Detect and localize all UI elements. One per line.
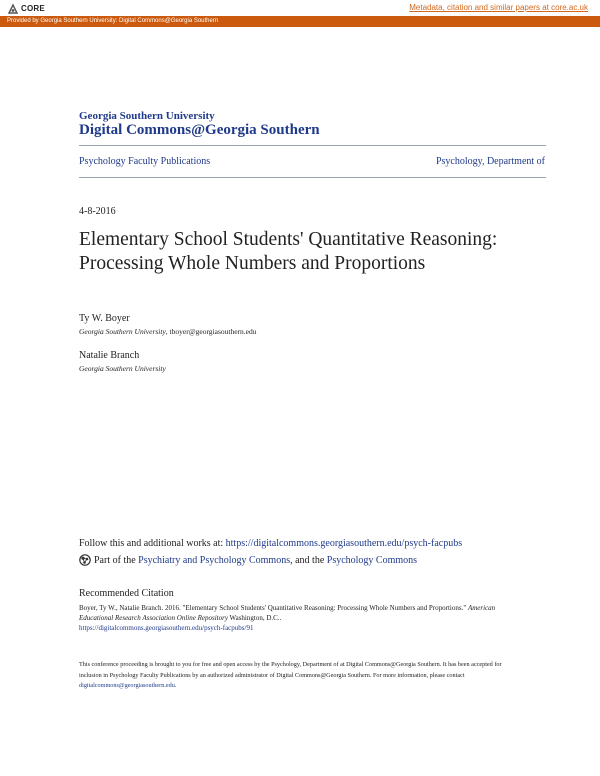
- repository-name[interactable]: Digital Commons@Georgia Southern: [79, 122, 320, 138]
- access-notice: [79, 660, 524, 692]
- notice-end: .: [174, 682, 177, 689]
- contact-email-link[interactable]: digitalcommons@georgiasouthern.edu: [79, 682, 175, 689]
- follow-prefix: Follow this and additional works at:: [79, 538, 226, 549]
- citation-part1: Boyer, Ty W., Natalie Branch. 2016. "Elementary School Students' Quantitative Reasoning: Processing Whole Numbers and Proportions.": [79, 604, 468, 612]
- paper-title: Elementary School Students' Quantitative Reasoning: Processing Whole Numbers and Proportions: [79, 229, 498, 274]
- citation-part2: Washington, D.C..: [227, 614, 282, 622]
- author-name: Ty W. Boyer: [79, 313, 130, 324]
- psychiatry-psychology-commons-link[interactable]: Psychiatry and Psychology Commons: [138, 554, 291, 566]
- core-label: CORE: [21, 4, 45, 13]
- part-of-prefix: Part of the: [94, 554, 139, 566]
- psychology-commons-link[interactable]: Psychology Commons: [326, 554, 418, 566]
- divider-top: [79, 145, 546, 146]
- follow-line: [79, 538, 462, 549]
- top-bar: [0, 0, 600, 16]
- recommended-citation-heading: Recommended Citation: [79, 588, 174, 599]
- notice-text: This conference proceeding is brought to you for free and open access by the Psychology, Department of at Digital Commons@Georgia Southern. It has been accepted for inclusion in Psychology Faculty Publications by an authorized administrator of Digital Commons@Georgia Southern. For more information, please contact: [79, 661, 502, 679]
- citation-url-link[interactable]: https://digitalcommons.georgiasouthern.edu/psych-facpubs/91: [79, 624, 254, 632]
- network-icon: [79, 554, 91, 566]
- author-name: Natalie Branch: [79, 350, 140, 361]
- metadata-link[interactable]: Metadata, citation and similar papers at core.ac.uk: [409, 3, 588, 12]
- provided-by-text: Provided by Georgia Southern University: Digital Commons@Georgia Southern: [7, 18, 219, 24]
- department-link[interactable]: Psychology, Department of: [435, 156, 545, 167]
- citation-text: [79, 603, 519, 633]
- series-link[interactable]: Psychology Faculty Publications: [79, 156, 211, 167]
- divider-bottom: [79, 177, 546, 178]
- affiliation-text: Georgia Southern University: [79, 327, 166, 336]
- part-of-mid: , and the: [290, 554, 327, 566]
- author-affiliation: [79, 327, 257, 336]
- publication-date: 4-8-2016: [79, 206, 116, 217]
- follow-url-link[interactable]: https://digitalcommons.georgiasouthern.edu/psych-facpubs: [225, 538, 463, 549]
- core-logo[interactable]: [7, 2, 45, 15]
- core-logo-icon: [7, 3, 19, 15]
- author-email: , tboyer@georgiasouthern.edu: [165, 327, 257, 336]
- institution-name[interactable]: Georgia Southern University: [79, 110, 215, 122]
- citation-venue: American Educational Research Association Online Repository: [79, 604, 496, 622]
- part-of-line: [79, 554, 417, 566]
- affiliation-text: Georgia Southern University: [79, 364, 166, 373]
- author-affiliation: [79, 364, 166, 373]
